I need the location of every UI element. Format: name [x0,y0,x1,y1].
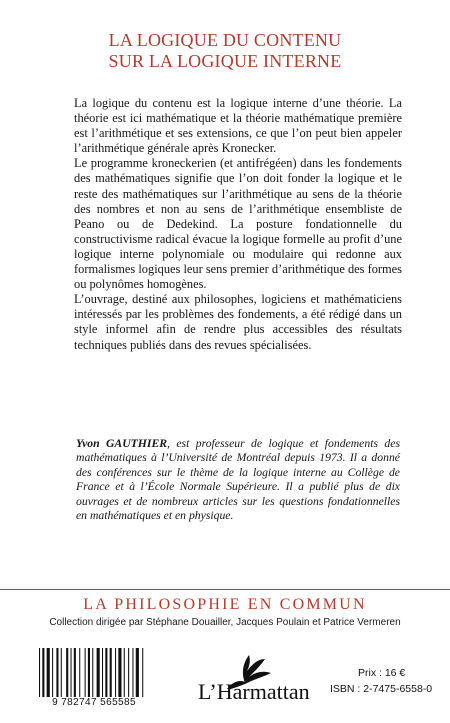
book-title-line-2: SUR LA LOGIQUE INTERNE [108,51,342,71]
collection-editors: Collection dirigée par Stéphane Douailler, Jacques Poulain et Patrice Vermeren [49,617,401,628]
collection-divider [0,589,450,590]
publisher-name: L’Harmattan [198,679,310,704]
price-label: Prix : 16 € [358,667,406,679]
author-name: Yvon GAUTHIER [76,437,168,450]
barcode-bars [36,648,152,698]
summary-paragraph-3: L’ouvrage, destiné aux philosophes, logiciens et mathématiciens intéressés par les problèmes des fondements, a été rédigé dans un style informel afin de rendre plus accessibles des résultats techniques publiés dans des revues spécialisées. [74,292,402,352]
book-title-line-1: LA LOGIQUE DU CONTENU [108,30,342,50]
isbn-label: ISBN : 2-7475-6558-0 [330,683,433,695]
book-summary [74,96,402,353]
author-bio [76,437,400,523]
collection-title: LA PHILOSOPHIE EN COMMUN [83,596,367,613]
summary-paragraph-1: La logique du contenu est la logique interne d’une théorie. La théorie est ici mathématique et la théorie mathématique première est l’arithmétique et ses extensions, ce que l’on peut bien appeler l’arithmétique générale après Kronecker. [74,96,402,156]
book-title [0,30,450,72]
barcode-number: 9 782747 565585 [36,697,152,708]
summary-paragraph-2: Le programme kroneckerien (et antifrégéen) dans les fondements des mathématiques signifie que l’on doit fonder la logique et le reste des mathématiques sur l’arithmétique au sens de la théorie des nombres et non au sens de l’arithmétique ensembliste de Peano ou de Dedekind. La posture fondationnelle du constructivisme radical évacue la logique formelle au profit d’une logique interne polynomiale ou modulaire qui redonne aux formalismes logiques leur sens premier d’arithmétique des formes ou polynômes homogènes. [74,156,402,292]
author-bio-text: , est professeur de logique et fondements des mathématiques à l’Université de Montréal depuis 1973. Il a donné des conférences sur le thème de la logique interne au Collège de France et à l’École Normale Supérieure. Il a publié plus de dix ouvrages et de nombreux articles sur les questions fondationnelles en mathématiques et en physique. [76,437,400,523]
